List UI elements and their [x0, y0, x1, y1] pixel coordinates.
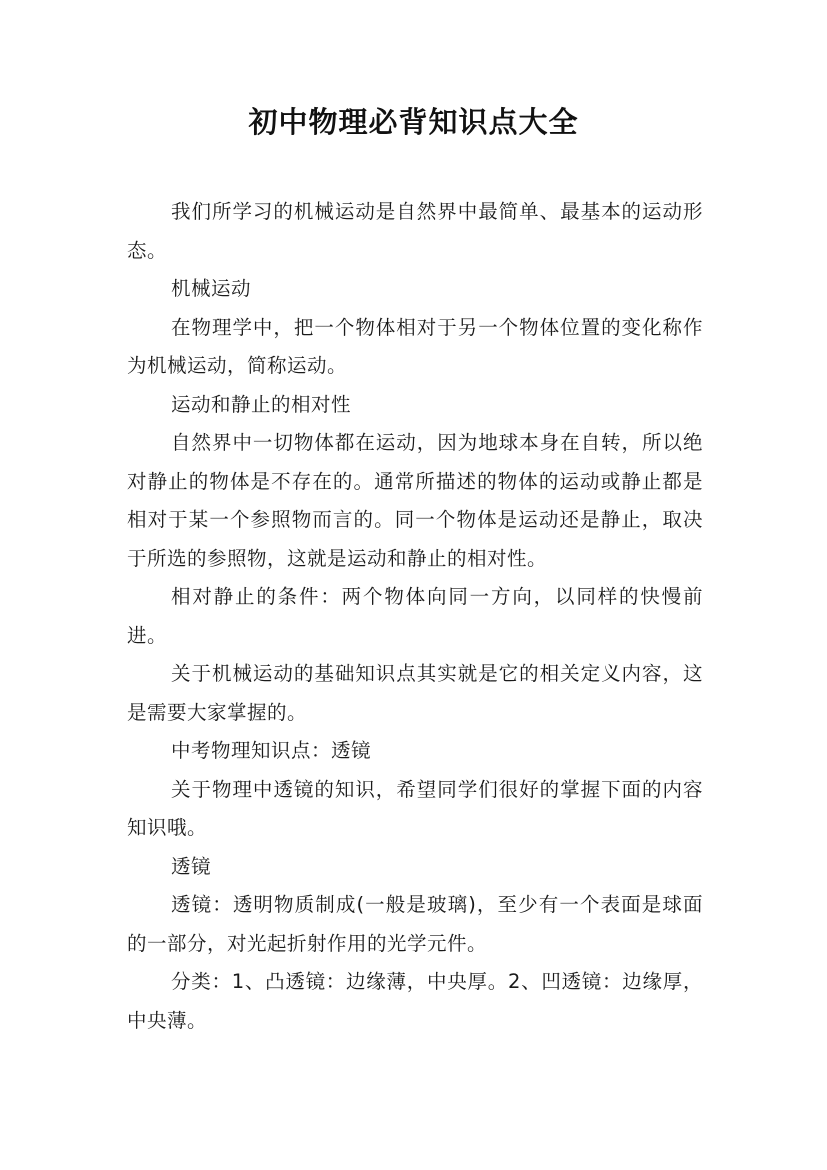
- paragraph-relative-rest-condition: 相对静止的条件：两个物体向同一方向，以同样的快慢前进。: [127, 585, 703, 647]
- heading-mechanical-motion: 机械运动: [171, 277, 252, 300]
- paragraph-relativity-of-motion: 自然界中一切物体都在运动，因为地球本身在自转，所以绝对静止的物体是不存在的。通常所描述的物体的运动或静止都是相对于某一个参照物而言的。同一个物体是运动还是静止，取决于所选的参照物，这就是运动和静止的相对性。: [127, 431, 703, 570]
- paragraph-lens-definition: 透镜：透明物质制成(一般是玻璃)，至少有一个表面是球面的一部分，对光起折射作用的光学元件。: [127, 893, 703, 955]
- paragraph-mechanical-motion-definition: 在物理学中，把一个物体相对于另一个物体位置的变化称作为机械运动，简称运动。: [127, 315, 703, 377]
- paragraph-intro: 我们所学习的机械运动是自然界中最简单、最基本的运动形态。: [127, 200, 703, 262]
- paragraph-mechanical-motion-summary: 关于机械运动的基础知识点其实就是它的相关定义内容，这是需要大家掌握的。: [127, 662, 703, 724]
- heading-lens: 透镜: [171, 854, 212, 878]
- document-body: [127, 193, 703, 1040]
- heading-lens-knowledge: 中考物理知识点：透镜: [171, 739, 372, 762]
- paragraph-lens-intro: 关于物理中透镜的知识，希望同学们很好的掌握下面的内容知识哦。: [127, 777, 703, 839]
- document-title: 初中物理必背知识点大全: [248, 105, 579, 139]
- heading-relativity-of-motion: 运动和静止的相对性: [171, 392, 352, 416]
- paragraph-lens-classification: 分类：1、凸透镜：边缘薄，中央厚。2、凹透镜：边缘厚，中央薄。: [127, 970, 703, 1032]
